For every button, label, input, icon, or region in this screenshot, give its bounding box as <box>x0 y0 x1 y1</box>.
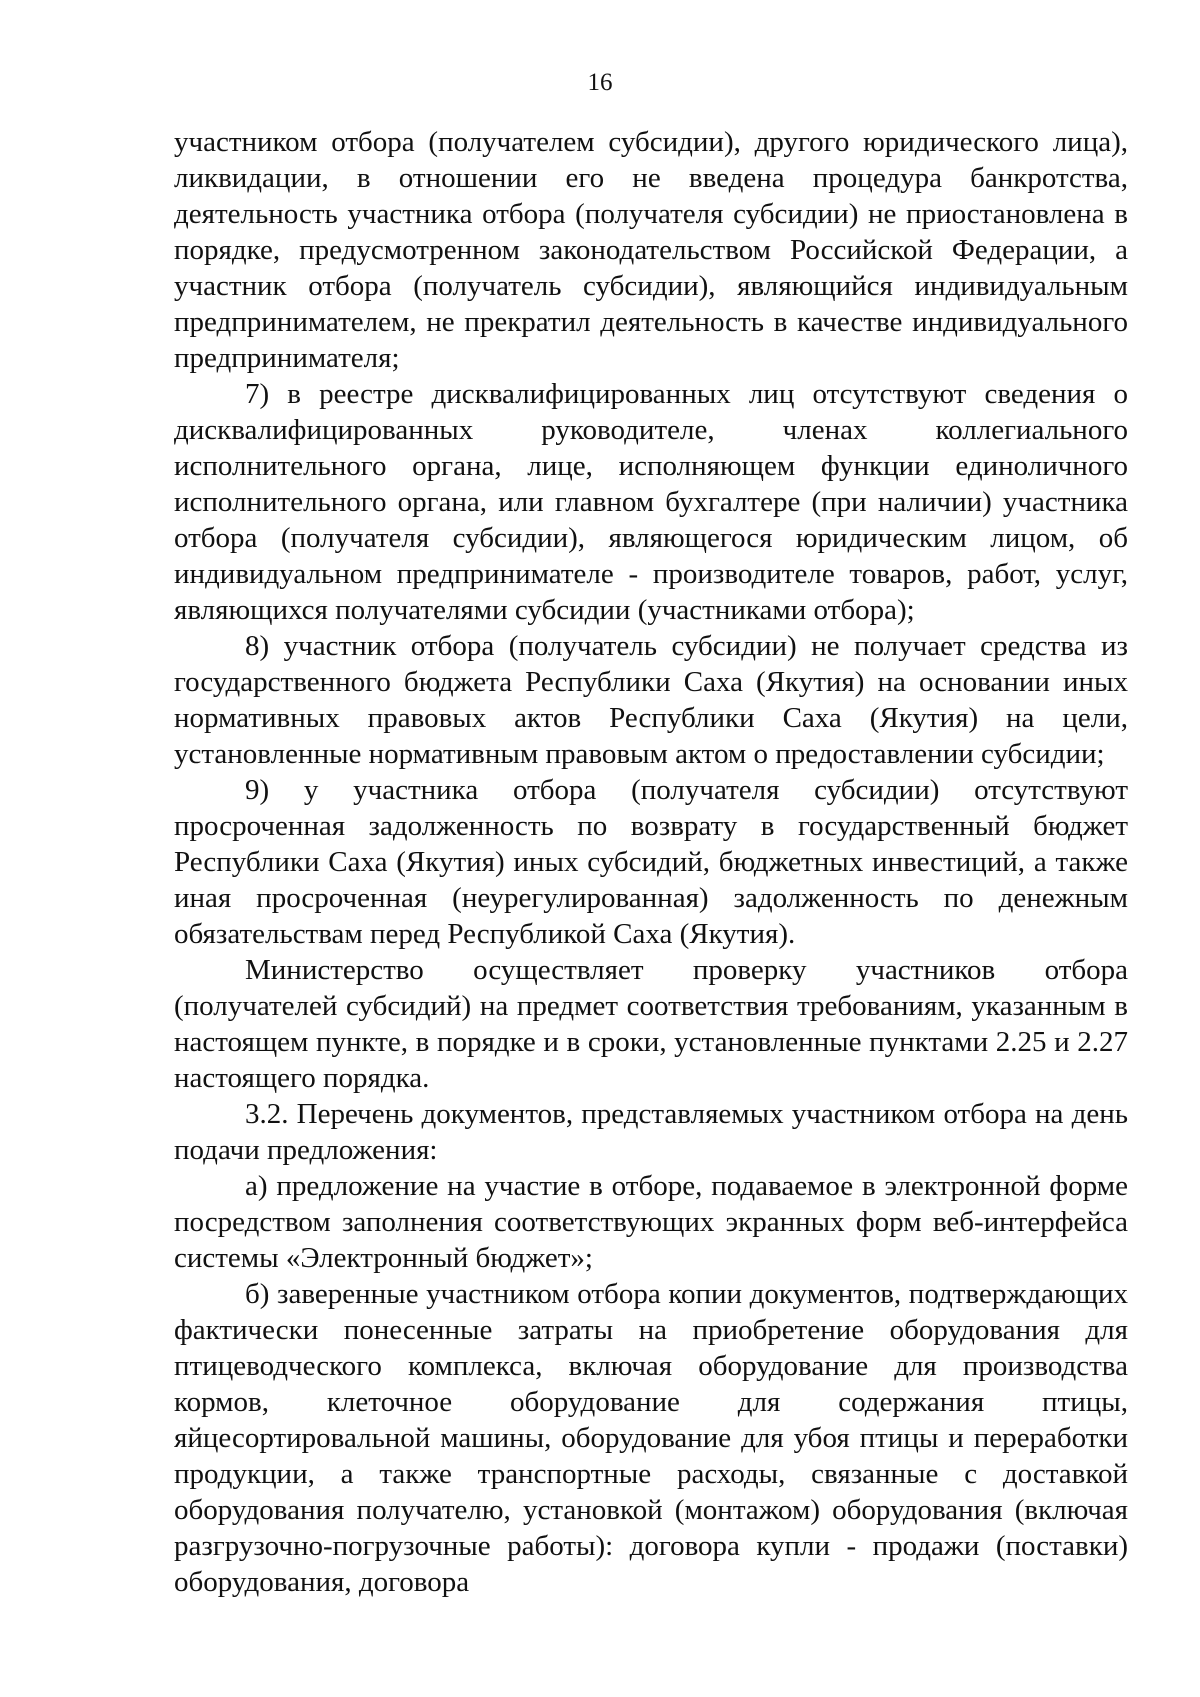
paragraph-item-9: 9) у участника отбора (получателя субсидии) отсутствуют просроченная задолженность по возврату в государственный бюджет Республики Саха (Якутия) иных субсидий, бюджетных инвестиций, а также иная просроченная (неурегулированная) задолженность по денежным обязательствам перед Республикой Саха (Якутия). <box>174 774 1128 950</box>
paragraph-item-a: а) предложение на участие в отборе, подаваемое в электронной форме посредством заполнения соответствующих экранных форм веб-интерфейса системы «Электронный бюджет»; <box>174 1170 1128 1274</box>
paragraph-item-b: б) заверенные участником отбора копии документов, подтверждающих фактически понесенные затраты на приобретение оборудования для птицеводческого комплекса, включая оборудование для производства кормов, клеточное оборудование для содержания птицы, яйцесортировальной машины, оборудование для убоя птицы и переработки продукции, а также транспортные расходы, связанные с доставкой оборудования получателю, установкой (монтажом) оборудования (включая разгрузочно-погрузочные работы): договора купли - продажи (поставки) оборудования, договора <box>174 1278 1128 1598</box>
paragraph-section-3-2: 3.2. Перечень документов, представляемых участником отбора на день подачи предложения: <box>174 1098 1128 1166</box>
paragraph-continuation: участником отбора (получателем субсидии), другого юридического лица), ликвидации, в отношении его не введена процедура банкротства, деятельность участника отбора (получателя субсидии) не приостановлена в порядке, предусмотренном законодательством Российской Федерации, а участник отбора (получатель субсидии), являющийся индивидуальным предпринимателем, не прекратил деятельность в качестве индивидуального предпринимателя; <box>174 126 1128 374</box>
paragraph-ministry-check: Министерство осуществляет проверку участников отбора (получателей субсидий) на предмет соответствия требованиям, указанным в настоящем пункте, в порядке и в сроки, установленные пунктами 2.25 и 2.27 настоящего порядка. <box>174 954 1128 1094</box>
paragraph-item-8: 8) участник отбора (получатель субсидии) не получает средства из государственного бюджета Республики Саха (Якутия) на основании иных нормативных правовых актов Республики Саха (Якутия) на цели, установленные нормативным правовым актом о предоставлении субсидии; <box>174 630 1128 770</box>
document-body <box>174 124 1128 1600</box>
page-number: 16 <box>587 69 613 96</box>
paragraph-item-7: 7) в реестре дисквалифицированных лиц отсутствуют сведения о дисквалифицированных руководителе, членах коллегиального исполнительного органа, лице, исполняющем функции единоличного исполнительного органа, или главном бухгалтере (при наличии) участника отбора (получателя субсидии), являющегося юридическим лицом, об индивидуальном предпринимателе - производителе товаров, работ, услуг, являющихся получателями субсидии (участниками отбора); <box>174 378 1128 626</box>
